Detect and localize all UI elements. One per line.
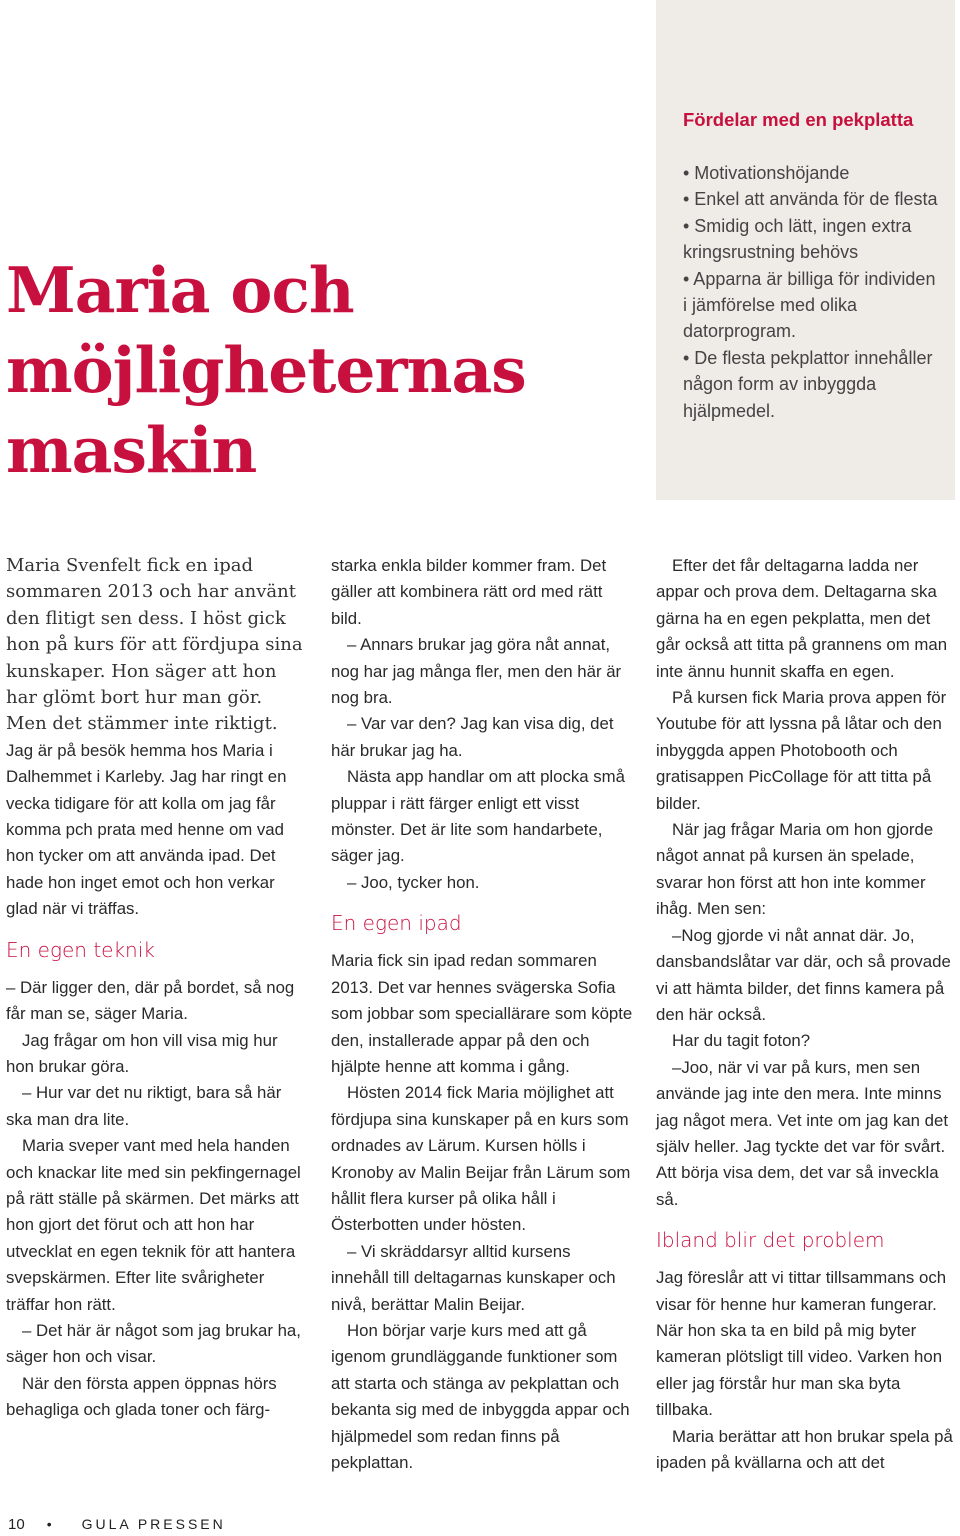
body-paragraph: Efter det får deltagarna ladda ner appar och prova dem. Deltagarna ska gärna ha en egen pekplatta, men det går också att titta på grannens om man inte ännu hunnit skaffa en egen. [656, 556, 948, 681]
column-3 [656, 553, 956, 1476]
title-line-1: Maria och [6, 253, 354, 327]
body-paragraph: Jag föreslår att vi tittar tillsammans och visar för henne hur kameran fungerar. När hon ska ta en bild på mig byter kameran plötsligt till video. Varken hon eller jag förstår hur man ska byta tillbaka. [656, 1268, 947, 1420]
body-paragraph: På kursen fick Maria prova appen för Youtube för att lyssna på låtar och den inbyggda appen Photobooth och gratisappen PicCollage för att titta på bilder. [656, 688, 947, 813]
title-line-2: möjligheternas [6, 333, 526, 407]
body-paragraph: –Nog gjorde vi nåt annat där. Jo, dansbandslåtar var där, och så provade vi att hämta bilder, det finns kamera på den här också. [656, 925, 951, 1024]
benefits-box [656, 0, 955, 500]
footer-separator: • [46, 1516, 52, 1532]
body-paragraph: Jag är på besök hemma hos Maria i Dalhemmet i Karleby. Jag har ringt en vecka tidigare för att kolla om jag får komma pch prata med henne om vad hon tycker om att använda ipad. Det hade hon inget emot och hon verkar glad när vi träffas. [6, 740, 287, 919]
body-paragraph: – Där ligger den, där på bordet, så nog får man se, säger Maria. [6, 977, 295, 1024]
body-paragraph: Hösten 2014 fick Maria möjlighet att fördjupa sina kunskaper på en kurs som ordnades av Lärum. Kursen hölls i Kronoby av Malin Beijar från Lärum som hållit flera kurser på olika håll i Österbotten under hösten. [331, 1083, 631, 1235]
body-paragraph: – Det här är något som jag brukar ha, säger hon och visar. [6, 1320, 301, 1367]
benefits-list [683, 160, 943, 424]
subheading: Ibland blir det problem [656, 1228, 885, 1253]
article-title [6, 250, 626, 490]
title-line-3: maskin [6, 413, 257, 487]
page-footer [0, 1512, 226, 1536]
benefit-item: • De flesta pekplattor innehåller någon form av inbyggda hjälpmedel. [683, 347, 933, 421]
body-paragraph: –Joo, när vi var på kurs, men sen använde jag inte den mera. Inte minns jag något mera. Vet inte om jag kan det själv heller. Jag tyckte det var för svårt. Att börja visa dem, det var så inveckla så. [656, 1057, 948, 1209]
page-number: 10 [8, 1515, 25, 1533]
subheading: En egen teknik [6, 937, 155, 962]
body-paragraph: När den första appen öppnas hörs behagliga och glada toner och färg- [6, 1373, 277, 1420]
column-2 [331, 553, 633, 1476]
body-paragraph: Hon börjar varje kurs med att gå igenom grundläggande funktioner som att starta och stänga av pekplattan och bekanta sig med de inbyggda appar och hjälpmedel som redan finns på pekplattan. [331, 1320, 630, 1472]
benefit-item: • Apparna är billiga för individen i jämförelse med olika datorprogram. [683, 268, 936, 342]
body-paragraph: – Annars brukar jag göra nåt annat, nog har jag många fler, men den här är nog bra. [331, 635, 622, 708]
body-paragraph: Jag frågar om hon vill visa mig hur hon brukar göra. [6, 1030, 278, 1076]
publication-name: GULA PRESSEN [81, 1516, 226, 1532]
body-paragraph: starka enkla bilder kommer fram. Det gäller att kombinera rätt ord med rätt bild. [331, 556, 607, 628]
body-paragraph: Har du tagit foton? [672, 1031, 811, 1051]
subheading: En egen ipad [331, 911, 462, 936]
benefit-item: • Motivationshöjande [683, 163, 850, 183]
body-paragraph: Maria sveper vant med hela handen och knackar lite med sin pekfingernagel på rätt ställe på skärmen. Det märks att hon gjort det förut och att hon har utvecklat en egen teknik för att hantera svepskärmen. Efter lite svårigheter träffar hon rätt. [6, 1136, 301, 1314]
lede-paragraph: Maria Svenfelt fick en ipad sommaren 2013 och har använt den flitigt sen dess. I höst gick hon på kurs för att fördjupa sina kunskaper. Hon säger att hon har glömt bort hur man gör. Men det stämmer inte riktigt. [6, 555, 303, 735]
body-paragraph: När jag frågar Maria om hon gjorde något annat på kursen än spelade, svarar hon först att hon inte kommer ihåg. Men sen: [656, 820, 934, 919]
body-paragraph: Maria berättar att hon brukar spela på ipaden på kvällarna och att det [656, 1426, 953, 1472]
body-paragraph: – Var var den? Jag kan visa dig, det här brukar jag ha. [331, 714, 614, 760]
benefit-item: • Enkel att använda för de flesta [683, 189, 938, 210]
body-paragraph: Maria fick sin ipad redan sommaren 2013. Det var hennes svägerska Sofia som jobbar som speciallärare som köpte den, installerade appar på den och hjälpte henne att komma i gång. [331, 951, 633, 1076]
benefits-heading: Fördelar med en pekplatta [683, 109, 914, 130]
body-paragraph: Nästa app handlar om att plocka små pluppar i rätt färger enligt ett visst mönster. Det är lite som handarbete, säger jag. [331, 767, 625, 866]
column-1 [6, 553, 306, 1424]
body-paragraph: – Joo, tycker hon. [347, 872, 480, 892]
body-paragraph: – Vi skräddarsyr alltid kursens innehåll till deltagarnas kunskaper och nivå, berättar Malin Beijar. [331, 1241, 616, 1314]
body-paragraph: – Hur var det nu riktigt, bara så här ska man dra lite. [6, 1083, 282, 1129]
benefit-item: • Smidig och lätt, ingen extra kringsrustning behövs [683, 215, 912, 263]
